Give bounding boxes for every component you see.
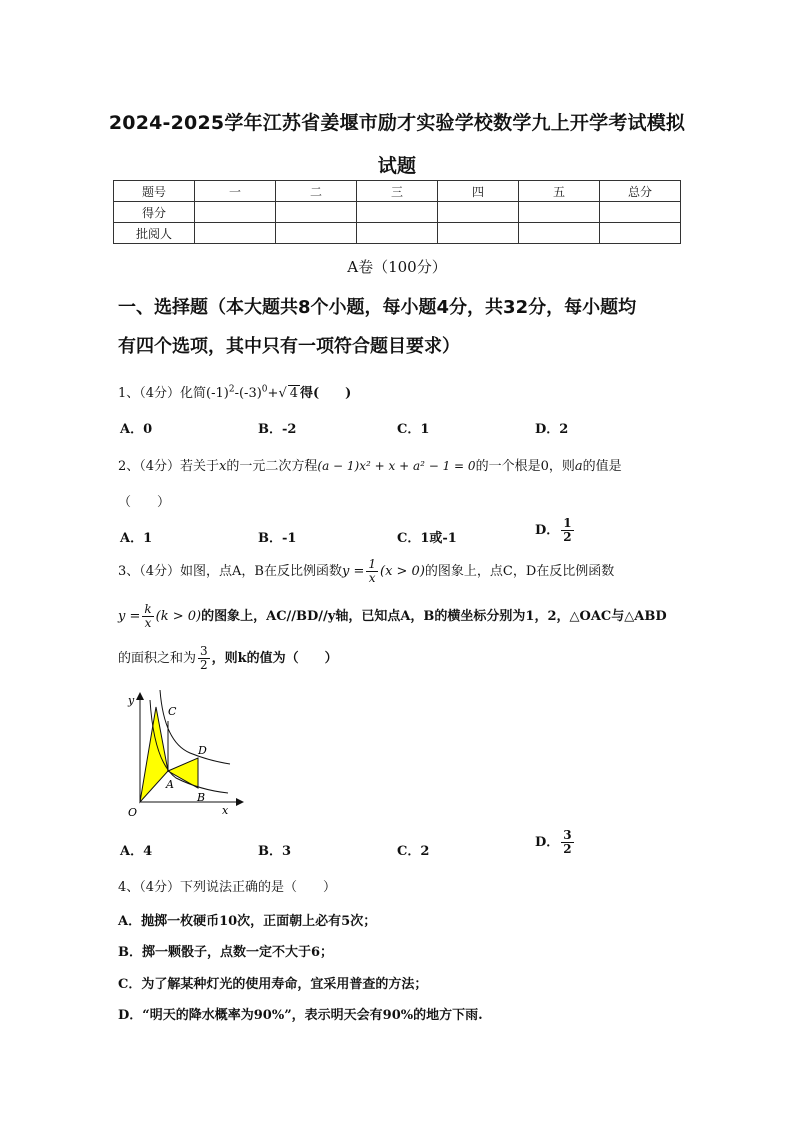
fraction: $\frac{3}{2}$ (200, 644, 208, 672)
score-cell[interactable] (519, 202, 600, 223)
section-a-heading: A卷（100分） (347, 258, 447, 276)
score-table-header: 四 (438, 181, 519, 202)
question-2-blank: （ ） (118, 495, 171, 510)
q2-option-c[interactable]: C．1或-1 (397, 531, 457, 546)
fraction: $\frac{1}{2}$ (563, 516, 572, 544)
q4-option-c[interactable]: C．为了解某种灯光的使用寿命，宜采用普查的方法； (118, 977, 428, 992)
q1-option-b[interactable]: B．-2 (258, 422, 297, 437)
score-table-header: 二 (276, 181, 357, 202)
score-table-header: 五 (519, 181, 600, 202)
curve-k-over-x (160, 690, 230, 764)
score-row-label: 批阅人 (114, 223, 195, 244)
score-table-header: 总分 (600, 181, 681, 202)
q3-option-b[interactable]: B．3 (258, 844, 292, 859)
score-cell[interactable] (519, 223, 600, 244)
q1-option-a[interactable]: A．0 (120, 422, 153, 437)
fraction: $\frac{3}{2}$ (563, 828, 572, 856)
question-1-stem: 1、（4分）化简$(-1)^2-(-3)^0+√$ 4 得( ) (118, 384, 352, 401)
question-4-stem: 4、（4分）下列说法正确的是（ ） (118, 880, 337, 895)
label-a: A (166, 778, 174, 791)
score-cell[interactable] (276, 202, 357, 223)
score-table-row (114, 223, 681, 244)
exam-title-line2: 试题 (377, 155, 417, 177)
score-table-header: 一 (195, 181, 276, 202)
score-table-row (114, 202, 681, 223)
score-cell[interactable] (276, 223, 357, 244)
score-cell[interactable] (195, 223, 276, 244)
score-cell[interactable] (195, 202, 276, 223)
sqrt-symbol: √ (278, 386, 287, 401)
score-cell[interactable] (357, 202, 438, 223)
q3-option-d[interactable]: D． $\frac{3}{2}$ (535, 828, 572, 856)
question-3-line3: 的面积之和为 $\frac{3}{2}$ ，则k的值为（ ） (118, 644, 338, 672)
y-axis-arrow (136, 692, 144, 700)
q3-figure (118, 690, 248, 820)
label-d: D (198, 744, 207, 757)
q1-option-c[interactable]: C．1 (397, 422, 430, 437)
q3-option-c[interactable]: C．2 (397, 844, 430, 859)
question-3-line1: 3、（4分）如图，点A，B在反比例函数y = $\frac{1}{x}$ (x > 0)的图象上，点C，D在反比例函数 (118, 557, 615, 585)
label-o: O (128, 806, 138, 819)
score-cell[interactable] (438, 223, 519, 244)
score-table-header: 题号 (114, 181, 195, 202)
label-b: B (197, 791, 206, 804)
q4-option-b[interactable]: B．掷一颗骰子，点数一定不大于6； (118, 945, 334, 960)
fraction: $\frac{k}{x}$ (144, 602, 152, 630)
score-row-label: 得分 (114, 202, 195, 223)
fraction: $\frac{1}{x}$ (368, 557, 376, 585)
score-table-header-row (114, 181, 681, 202)
score-table-header: 三 (357, 181, 438, 202)
score-cell[interactable] (438, 202, 519, 223)
label-c: C (168, 705, 177, 718)
question-2-stem: 2、（4分）若关于x的一元二次方程(a − 1)x² + x + a² − 1 = 0的一个根是0，则a的值是 (118, 459, 622, 474)
q2-option-a[interactable]: A．1 (120, 531, 153, 546)
question-3-line2: y = $\frac{k}{x}$ (k > 0)的图象上，AC//BD//y轴，已知点A，B的横坐标分别为1，2，△OAC与△ABD (118, 602, 667, 630)
part1-heading-line1: 一、选择题（本大题共8个小题，每小题4分，共32分，每小题均 (118, 297, 637, 318)
score-cell[interactable] (600, 202, 681, 223)
q4-option-d[interactable]: D．“明天的降水概率为90%”，表示明天会有90%的地方下雨. (118, 1008, 483, 1023)
label-x: x (222, 804, 229, 817)
score-cell[interactable] (600, 223, 681, 244)
label-y: y (128, 694, 135, 707)
q4-option-a[interactable]: A．抛掷一枚硬币10次，正面朝上必有5次； (118, 914, 377, 929)
score-cell[interactable] (357, 223, 438, 244)
q3-option-a[interactable]: A．4 (120, 844, 153, 859)
q2-option-d[interactable]: D． $\frac{1}{2}$ (535, 516, 572, 544)
q1-option-d[interactable]: D．2 (535, 422, 569, 437)
q2-option-b[interactable]: B．-1 (258, 531, 297, 546)
score-table (113, 180, 681, 244)
x-axis-arrow (236, 798, 244, 806)
triangle-oac (140, 707, 168, 802)
exam-title-line1: 2024-2025学年江苏省姜堰市励才实验学校数学九上开学考试模拟 (108, 112, 686, 134)
part1-heading-line2: 有四个选项，其中只有一项符合题目要求） (118, 336, 460, 357)
